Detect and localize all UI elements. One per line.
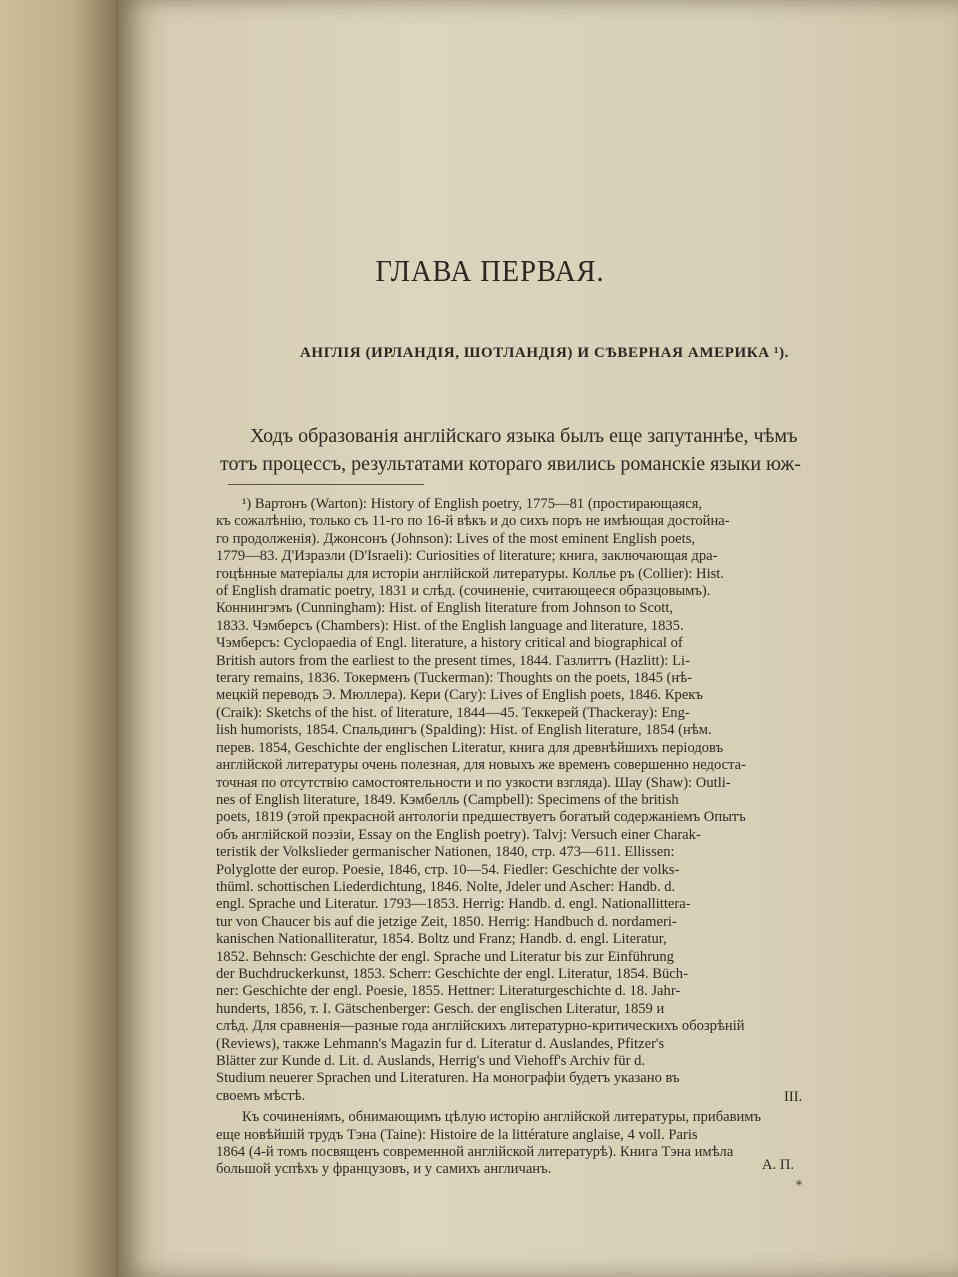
- footnote-line: poets, 1819 (этой прекрасной антологіи предшествуетъ богатый содержаніемъ Опытъ: [216, 809, 746, 826]
- footnote-line: engl. Sprache und Literatur. 1793—1853. Herrig: Handb. d. engl. Nationallittera-: [216, 896, 691, 913]
- footnote-line: Studium neuerer Sprachen und Literaturen. На монографіи будетъ указано въ: [216, 1070, 680, 1087]
- footnote-line: 1833. Чэмберсъ (Chambers): Hist. of the English language and literature, 1835.: [216, 617, 684, 634]
- footnote-signature: III.: [784, 1089, 803, 1105]
- footnote-line: Коннингэмъ (Cunningham): Hist. of English literature from Johnson to Scott,: [216, 600, 674, 617]
- body-line: тотъ процессъ, результатами котораго явились романскіе языки юж-: [220, 453, 801, 475]
- footnote-line: го продолженія). Джонсонъ (Johnson): Lives of the most eminent English poets,: [216, 530, 696, 547]
- footnote-line: Чэмберсъ: Cyclopaedia of Engl. literature, a history critical and biographical of: [216, 635, 683, 652]
- footnote-line: British autors from the earliest to the present times, 1844. Газлиттъ (Hazlitt): Li-: [216, 652, 690, 669]
- footnote-line: terary remains, 1836. Токерменъ (Tuckerman): Thoughts on the poets, 1845 (нѣ-: [216, 670, 693, 687]
- footnote-line: (Reviews), также Lehmann's Magazin fur d. Literatur d. Auslandes, Pfitzer's: [216, 1035, 665, 1052]
- footer-mark: *: [796, 1178, 802, 1192]
- footnote-line: lish humorists, 1854. Спальдингъ (Spalding): Hist. of English literature, 1854 (нѣм.: [216, 722, 712, 739]
- footnote: [216, 496, 858, 1179]
- footnote-line: thüml. schottischen Liederdichtung, 1846. Nolte, Jdeler und Ascher: Handb. d.: [216, 878, 676, 895]
- footnote-line: Blätter zur Kunde d. Lit. d. Auslands, Herrig's und Viehoff's Archiv für d.: [216, 1053, 646, 1069]
- facing-page-edge: [0, 0, 130, 1277]
- footnote-line: (Craik): Sketchs of the hist. of literature, 1844—45. Теккерей (Thackeray): Eng-: [216, 704, 690, 721]
- addendum-line: 1864 (4-й томъ посвященъ современной англійской литературѣ). Книга Тэна имѣла: [216, 1144, 734, 1161]
- footnote-line: ner: Geschichte der engl. Poesie, 1855. Hettner: Literaturgeschichte d. 18. Jahr-: [216, 983, 681, 1000]
- footnote-line: точная по отсутствію самостоятельности и по узкости взгляда). Шау (Shaw): Outli-: [216, 774, 731, 791]
- body-paragraph: [220, 422, 860, 478]
- footnote-line: 1852. Behnsch: Geschichte der engl. Sprache und Literatur bis zur Einführung: [216, 948, 674, 965]
- footnote-line: nes of English literature, 1849. Кэмбелль (Campbell): Specimens of the british: [216, 791, 679, 808]
- footnote-line: 1779—83. Д'Израэли (D'Israeli): Curiosities of literature; книга, заключающая дра-: [216, 548, 718, 565]
- addendum-line: Къ сочиненіямъ, обнимающимъ цѣлую исторію англійской литературы, прибавимъ: [242, 1109, 762, 1126]
- footnote-line: перев. 1854, Geschichte der englischen Literatur, книга для древнѣйшихъ періодовъ: [216, 739, 724, 756]
- addendum-line: большой успѣхъ у французовъ, и у самихъ англичанъ.: [216, 1161, 552, 1178]
- footnote-line: teristik der Volkslieder germanischer Nationen, 1840, стр. 473—611. Ellissen:: [216, 844, 675, 861]
- footnote-line: hunderts, 1856, т. I. Gätschenberger: Gesch. der englischen Literatur, 1859 и: [216, 1000, 665, 1017]
- body-line: Ходъ образованія англійскаго языка былъ еще запутаннѣе, чѣмъ: [250, 425, 798, 447]
- footnote-line: англійской литературы очень полезная, для новыхъ же временъ совершенно недоста-: [216, 757, 746, 774]
- chapter-title: ГЛАВА ПЕРВАЯ.: [375, 253, 605, 288]
- footnote-line: Polyglotte der europ. Poesie, 1846, стр. 10—54. Fiedler: Geschichte der volks-: [216, 861, 680, 878]
- footnote-line: слѣд. Для сравненія—разные года англійскихъ литературно-критическихъ обозрѣній: [216, 1018, 745, 1035]
- section-heading: АНГЛІЯ (ИРЛАНДІЯ, ШОТЛАНДІЯ) И СѢВЕРНАЯ АМЕРИКА ¹).: [300, 345, 790, 361]
- footnote-line: tur von Chaucer bis auf die jetzige Zeit, 1850. Herrig: Handbuch d. nordameri-: [216, 913, 677, 930]
- footnote-line: der Buchdruckerkunst, 1853. Scherr: Geschichte der engl. Literatur, 1854. Büch-: [216, 965, 688, 982]
- addendum-signature: А. П.: [762, 1157, 795, 1173]
- footnote-line: объ англійской поэзіи, Essay on the English poetry). Talvj: Versuch einer Charak-: [216, 826, 701, 843]
- footnote-divider: [228, 484, 424, 485]
- footnote-line: гоцѣнные матеріалы для исторіи англійской литературы. Коллье ръ (Collier): Hist.: [216, 565, 725, 582]
- footnote-line: of English dramatic poetry, 1831 и слѣд. (сочиненіе, считающееся образцовымъ).: [216, 583, 711, 600]
- footnote-line: kanischen Nationalliteratur, 1854. Boltz und Franz; Handb. d. engl. Literatur,: [216, 931, 667, 948]
- footnote-line: мецкій переводъ Э. Мюллера). Кери (Cary): Lives of English poets, 1846. Крекъ: [216, 687, 703, 704]
- addendum-line: еще новѣйшій трудъ Тэна (Taine): Histoire de la littérature anglaise, 4 voll. Paris: [216, 1126, 698, 1143]
- footnote-line: ¹) Вартонъ (Warton): History of English poetry, 1775—81 (простирающаяся,: [242, 496, 703, 512]
- footnote-line: своемъ мѣстѣ.: [216, 1087, 306, 1104]
- footnote-line: къ сожалѣнію, только съ 11-го по 16-й вѣкъ и до сихъ поръ не имѣющая достойна-: [216, 513, 730, 530]
